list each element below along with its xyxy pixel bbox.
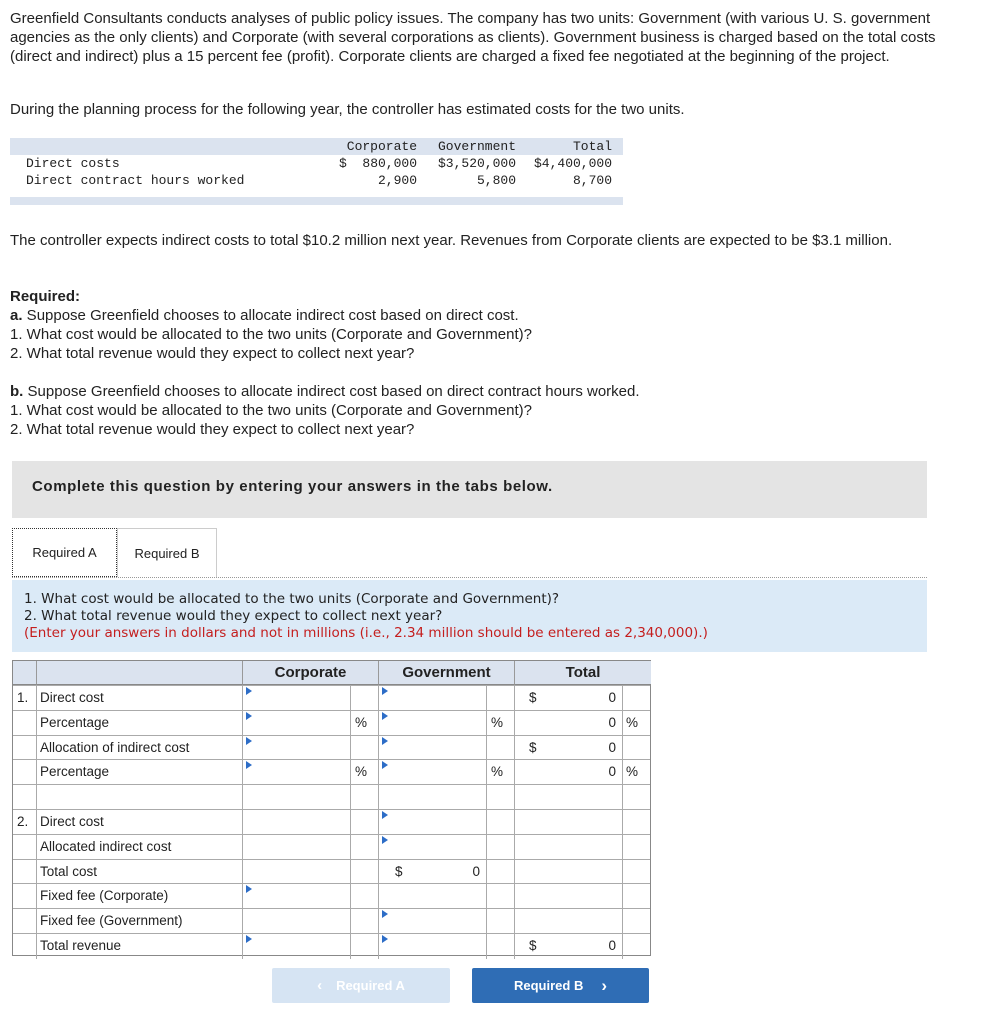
row-number-cell [13,934,37,959]
corporate-pct: % [355,714,368,730]
total-pct-cell [623,785,650,810]
input-marker-icon [246,737,252,745]
row-number: 1. [17,690,29,705]
total-currency: $ [529,739,537,755]
government-input [379,884,487,909]
row-label-cell [37,884,243,909]
government-input[interactable] [379,810,487,835]
total-pct-cell [623,909,650,934]
corporate-input[interactable] [243,736,351,761]
government-input[interactable] [379,860,487,885]
row-number-cell [13,860,37,885]
cost-table-header-corporate: Corporate [346,139,417,154]
row-label: Allocated indirect cost [40,838,172,854]
total-currency: $ [529,938,537,953]
row-label-cell [37,909,243,934]
total-pct: % [626,714,639,730]
chevron-right-icon: › [601,975,607,995]
government-input[interactable] [379,711,487,736]
required-section [10,287,980,363]
chevron-left-icon: ‹ [317,977,323,994]
input-marker-icon [382,761,388,769]
total-currency: $ [529,690,537,705]
row-label-cell [37,835,243,860]
corporate-pct-cell [351,760,379,785]
row-label-cell [37,686,243,711]
input-marker-icon [246,885,252,893]
cost-table-header-total: Total [572,139,612,154]
total-value: 0 [608,938,616,953]
row-number-cell [13,810,37,835]
government-pct-cell [487,760,515,785]
question-box [12,580,927,652]
government-pct: % [491,714,504,730]
row-label: Direct cost [40,690,104,705]
government-input[interactable] [379,909,487,934]
grid-row [13,883,650,909]
grid-header-total: Total [515,661,651,685]
corporate-pct-cell [351,711,379,736]
corporate-input [243,835,351,860]
total-pct: % [626,764,639,780]
banner-text: Complete this question by entering your answers in the tabs below. [32,478,553,495]
required-a-q1: 1. What cost would be allocated to the two units (Corporate and Government)? [10,326,532,343]
corporate-pct-cell [351,785,379,810]
total-value: 0 [608,764,616,780]
government-pct-cell [487,835,515,860]
grid-row [13,784,650,810]
row-label-cell [37,934,243,959]
row-label: Total cost [40,863,98,879]
required-heading: Required: [10,288,81,305]
total-pct-cell [623,884,650,909]
row-label: Direct costs [26,156,120,171]
corporate-pct-cell [351,909,379,934]
required-b-q1: 1. What cost would be allocated to the two units (Corporate and Government)? [10,402,532,419]
total-value: 0 [608,690,616,705]
corporate-input [243,810,351,835]
answer-grid [12,660,651,956]
total-cell [515,736,623,761]
required-a [10,306,980,325]
row-label-cell [37,860,243,885]
total-pct-cell [623,860,650,885]
row-label: Percentage [40,714,110,730]
row-total: $4,400,000 [533,156,612,171]
total-value: 0 [608,739,616,755]
total-cell [515,934,623,959]
required-b [10,382,980,401]
total-pct-cell [623,711,650,736]
row-label-cell [37,736,243,761]
total-cell [515,909,623,934]
total-pct-cell [623,835,650,860]
total-cell [515,810,623,835]
row-government: 5,800 [476,173,516,188]
corporate-input [243,860,351,885]
corporate-pct-cell [351,736,379,761]
row-corporate: 2,900 [377,173,417,188]
instructions-banner [12,461,927,518]
government-input[interactable] [379,760,487,785]
government-input [379,785,487,810]
government-pct-cell [487,884,515,909]
question-2: 2. What total revenue would they expect to collect next year? [24,608,443,624]
government-input[interactable] [379,835,487,860]
required-a-text: Suppose Greenfield chooses to allocate indirect cost based on direct cost. [22,307,519,324]
corporate-input[interactable] [243,760,351,785]
government-pct-cell [487,934,515,959]
tab-divider [12,577,927,578]
government-input[interactable] [379,686,487,711]
row-label-cell [37,760,243,785]
row-label: Direct contract hours worked [26,173,245,188]
row-number-cell [13,884,37,909]
row-label-cell [37,785,243,810]
row-number: 2. [17,814,29,829]
government-currency: $ [395,863,403,879]
input-marker-icon [382,910,388,918]
required-a-q2: 2. What total revenue would they expect to collect next year? [10,345,415,362]
government-value: 0 [472,863,480,879]
government-pct-cell [487,736,515,761]
required-b-section [10,382,980,439]
row-label: Direct cost [40,814,104,829]
grid-row [13,809,650,835]
total-cell [515,835,623,860]
total-cell [515,711,623,736]
government-pct-cell [487,711,515,736]
prev-button-label: Required A [336,978,405,993]
grid-row [13,710,650,736]
total-cell [515,884,623,909]
row-label: Total revenue [40,938,122,953]
corporate-pct-cell [351,884,379,909]
row-label-cell [37,711,243,736]
question-1: 1. What cost would be allocated to the two units (Corporate and Government)? [24,591,560,607]
total-pct-cell [623,686,650,711]
corporate-input [243,909,351,934]
corporate-pct-cell [351,686,379,711]
input-marker-icon [382,687,388,695]
government-pct-cell [487,686,515,711]
government-pct-cell [487,909,515,934]
total-cell [515,760,623,785]
cost-table-row [10,172,623,189]
total-cell [515,860,623,885]
next-button-label: Required B [513,978,584,993]
grid-row [13,735,650,761]
total-cell [515,785,623,810]
government-pct-cell [487,785,515,810]
row-number-cell [13,835,37,860]
total-pct-cell [623,760,650,785]
grid-row [13,759,650,785]
cost-table-footer [10,197,623,205]
corporate-input[interactable] [243,934,351,959]
government-input[interactable] [379,736,487,761]
tab-required-b[interactable]: Required B [117,528,217,577]
row-number-cell [13,909,37,934]
row-label: Percentage [40,764,110,780]
grid-header-num [13,661,37,685]
grid-row [13,908,650,934]
intro-text: Greenfield Consultants conducts analyses of public policy issues. The company has two units: Government (with various U. S. government agencies as the only clients) and Corporate (with several corporations as clients). Government business is charged based on the total costs (direct and indirect) plus a 15 percent fee (profit). Corporate clients are charged a fixed fee negotiated at the beginning of the project. [10,10,936,65]
government-pct-cell [487,810,515,835]
corporate-pct-cell [351,835,379,860]
input-marker-icon [382,811,388,819]
question-note: (Enter your answers in dollars and not in millions (i.e., 2.34 million should be entered as 2,340,000).) [24,625,708,641]
government-input[interactable] [379,934,487,959]
row-label: Allocation of indirect cost [40,739,190,755]
total-cell [515,686,623,711]
required-b-text: Suppose Greenfield chooses to allocate indirect cost based on direct contract hours worked. [23,383,640,400]
row-government: $3,520,000 [437,156,516,171]
corporate-input[interactable] [243,686,351,711]
grid-header-label [37,661,243,685]
grid-header-government: Government [379,661,515,685]
row-number-cell [13,736,37,761]
total-pct-cell [623,810,650,835]
row-label: Fixed fee (Government) [40,913,183,929]
grid-row [13,685,650,711]
input-marker-icon [382,737,388,745]
row-number-cell [13,686,37,711]
corporate-pct-cell [351,810,379,835]
prev-button[interactable] [272,968,450,1003]
total-value: 0 [608,714,616,730]
row-label: Fixed fee (Corporate) [40,888,169,904]
cost-table-header [10,138,623,155]
input-marker-icon [246,761,252,769]
input-marker-icon [246,712,252,720]
corporate-pct-cell [351,934,379,959]
input-marker-icon [246,935,252,943]
corporate-input[interactable] [243,711,351,736]
total-pct-cell [623,934,650,959]
row-label-cell [37,810,243,835]
corporate-pct-cell [351,860,379,885]
row-number-cell [13,760,37,785]
row-number-cell [13,711,37,736]
government-pct: % [491,764,504,780]
row-corporate: $ 880,000 [338,156,417,171]
cost-table-row [10,155,623,172]
grid-header-corporate: Corporate [243,661,379,685]
planning-text: During the planning process for the following year, the controller has estimated costs for the two units. [10,101,685,118]
required-a-prefix: a. [10,307,23,324]
input-marker-icon [382,836,388,844]
corporate-pct: % [355,764,368,780]
row-total: 8,700 [572,173,612,188]
expects-text: The controller expects indirect costs to total $10.2 million next year. Revenues from Corporate clients are expected to be $3.1 million. [10,232,893,249]
corporate-input[interactable] [243,884,351,909]
cost-table [10,138,623,205]
required-b-q2: 2. What total revenue would they expect to collect next year? [10,421,415,438]
government-pct-cell [487,860,515,885]
corporate-input [243,785,351,810]
row-number-cell [13,785,37,810]
tab-required-a[interactable]: Required A [12,528,117,577]
input-marker-icon [382,712,388,720]
total-pct-cell [623,736,650,761]
cost-table-header-government: Government [437,139,516,154]
input-marker-icon [382,935,388,943]
required-b-prefix: b. [10,383,24,400]
input-marker-icon [246,687,252,695]
next-button[interactable] [472,968,649,1003]
grid-row [13,859,650,885]
grid-row [13,933,650,959]
grid-row [13,834,650,860]
